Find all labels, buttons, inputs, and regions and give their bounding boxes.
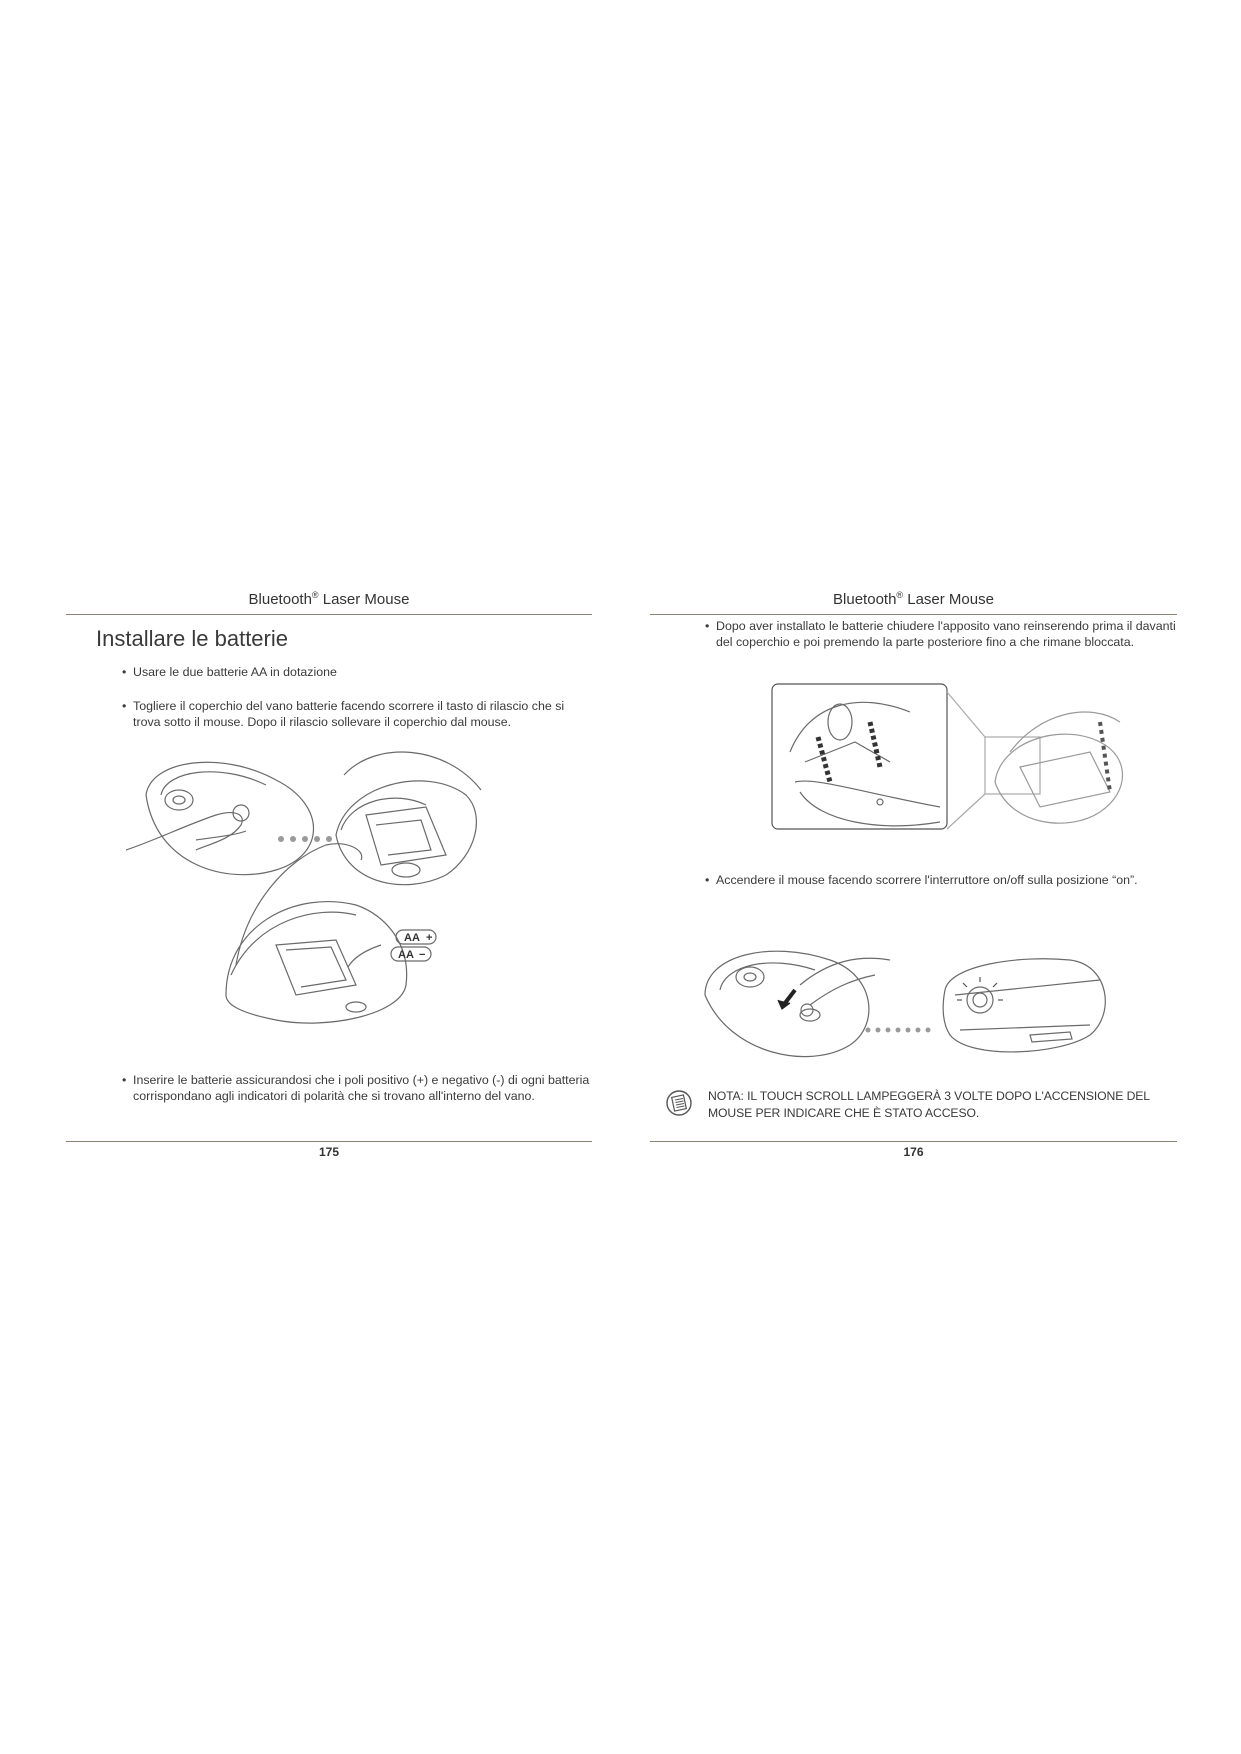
header-subtitle: Laser Mouse	[907, 591, 994, 608]
registered-mark: ®	[896, 590, 904, 600]
battery-label-2: AA	[398, 949, 414, 961]
header-rule	[66, 614, 592, 615]
close-cover-illustration	[770, 682, 1180, 847]
battery-plus: +	[426, 932, 433, 944]
running-header	[66, 590, 592, 614]
bullet-close-cover: • Dopo aver installato le batterie chiudere l'apposito vano reinserendo prima il davanti del coperchio e poi premendo la parte posteriore fino a che rimane bloccata.	[705, 618, 1186, 650]
header-rule	[650, 614, 1177, 615]
bullet-insert-batteries: • Inserire le batterie assicurandosi che i poli positivo (+) e negativo (-) di ogni batteria corrispondano agli indicatori di polarità che si trovano all'interno del vano.	[122, 1072, 593, 1104]
bullet-batteries: • Usare le due batterie AA in dotazione	[122, 664, 573, 680]
bullet-power-on: • Accendere il mouse facendo scorrere l'interruttore on/off sulla posizione “on”.	[705, 872, 1186, 888]
footer-rule	[66, 1141, 592, 1142]
page-175	[66, 590, 592, 1170]
remove-cover-illustration	[126, 745, 526, 1035]
footer-rule	[650, 1141, 1177, 1142]
page-176	[650, 590, 1177, 1170]
bullet-remove-cover: • Togliere il coperchio del vano batterie facendo scorrere il tasto di rilascio che si trova sotto il mouse. Dopo il rilascio sollevare il coperchio dal mouse.	[122, 698, 593, 730]
battery-label-1: AA	[404, 932, 420, 944]
section-title: Installare le batterie	[96, 626, 288, 651]
battery-minus: −	[419, 949, 426, 961]
header-subtitle: Laser Mouse	[322, 591, 410, 608]
note-icon	[666, 1090, 692, 1121]
power-switch-illustration	[700, 935, 1120, 1075]
page-number: 175	[318, 1145, 340, 1159]
header-title: Bluetooth	[833, 591, 897, 608]
header-title: Bluetooth	[248, 591, 312, 608]
running-header	[650, 590, 1177, 614]
page-number: 176	[903, 1145, 924, 1159]
note-text: NOTA: IL TOUCH SCROLL LAMPEGGERÀ 3 VOLTE DOPO L'ACCENSIONE DEL MOUSE PER INDICARE CHE È STATO ACCESO.	[708, 1089, 1150, 1120]
registered-mark: ®	[311, 590, 319, 600]
